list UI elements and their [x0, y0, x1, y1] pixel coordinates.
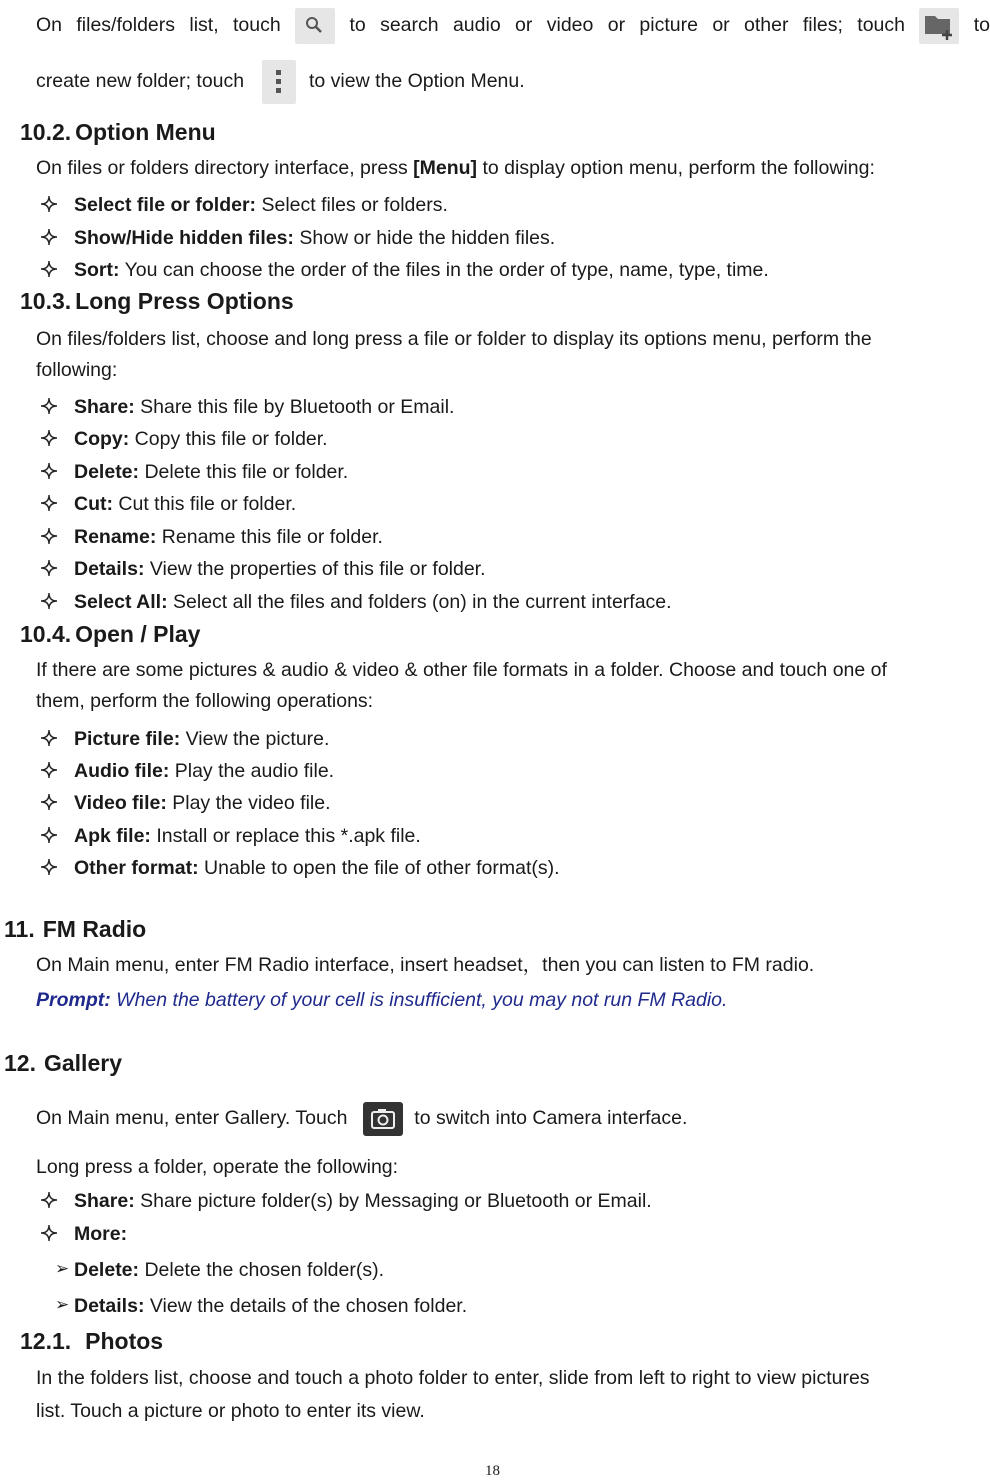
section-12-line-1-post: to switch into Camera interface.	[414, 1107, 688, 1129]
intro-line-1-part-1: On files/folders list, touch	[36, 14, 281, 36]
item-text: Select all the files and folders (on) in the current interface.	[167, 591, 672, 613]
diamond-bullet-icon	[38, 525, 60, 547]
item-text: Share this file by Bluetooth or Email.	[134, 396, 455, 418]
item-text: Delete this file or folder.	[139, 461, 349, 483]
item-label: Share:	[74, 1190, 135, 1212]
item-label: Audio file:	[74, 760, 170, 782]
item-label: Share:	[74, 396, 135, 418]
item-text: Copy this file or folder.	[129, 428, 328, 450]
section-11-text: On Main menu, enter FM Radio interface, insert headset，then you can listen to FM radio.	[36, 954, 815, 976]
section-10-3-number: 10.3.	[20, 288, 72, 314]
diamond-bullet-icon	[38, 258, 60, 280]
section-11-number: 11.	[4, 916, 35, 942]
section-10-3-intro-line-1: On files/folders list, choose and long press a file or folder to display its options menu, perform the	[36, 328, 872, 350]
item-label: Select file or folder:	[74, 194, 257, 216]
diamond-bullet-icon	[38, 557, 60, 579]
item-text: Select files or folders.	[256, 194, 448, 216]
section-12-line-2: Long press a folder, operate the following:	[36, 1156, 399, 1178]
item-text: Show or hide the hidden files.	[293, 227, 556, 249]
section-11-title: FM Radio	[42, 916, 147, 942]
item-text: View the properties of this file or folder.	[144, 558, 486, 580]
prompt-text: When the battery of your cell is insufficient, you may not run FM Radio.	[110, 989, 728, 1011]
diamond-bullet-icon	[38, 590, 60, 612]
section-11-prompt	[36, 988, 727, 1012]
section-12-heading	[4, 1049, 122, 1078]
section-10-4-title: Open / Play	[75, 621, 201, 647]
diamond-bullet-icon	[38, 791, 60, 813]
section-12-1-title: Photos	[85, 1328, 164, 1354]
diamond-bullet-icon	[38, 492, 60, 514]
item-text: Play the audio file.	[169, 760, 335, 782]
item-label: Copy:	[74, 428, 130, 450]
section-10-4-number: 10.4.	[20, 621, 72, 647]
item-text: Play the video file.	[166, 792, 331, 814]
item-label: Picture file:	[74, 728, 181, 750]
item-label: Delete:	[74, 461, 140, 483]
item-text: View the details of the chosen folder.	[144, 1295, 468, 1317]
section-12-line-1-pre: On Main menu, enter Gallery. Touch	[36, 1107, 348, 1129]
diamond-bullet-icon	[38, 193, 60, 215]
item-text: Rename this file or folder.	[156, 526, 383, 548]
diamond-bullet-icon	[38, 856, 60, 878]
item-text: Cut this file or folder.	[112, 493, 297, 515]
diamond-bullet-icon	[38, 759, 60, 781]
item-label: Details:	[74, 558, 145, 580]
section-12-title: Gallery	[43, 1050, 122, 1076]
item-label: Video file:	[74, 792, 167, 814]
item-text: View the picture.	[180, 728, 330, 750]
menu-key-label: [Menu]	[413, 157, 478, 179]
diamond-bullet-icon	[38, 395, 60, 417]
section-10-2-intro-post: to display option menu, perform the following:	[477, 157, 875, 179]
section-10-2-intro	[36, 156, 875, 180]
section-10-4-heading	[20, 620, 200, 649]
item-text: Unable to open the file of other format(s).	[198, 857, 560, 879]
prompt-label: Prompt:	[36, 989, 111, 1011]
intro-line-2-part-1: create new folder; touch	[36, 70, 245, 92]
intro-line-2-part-2: to view the Option Menu.	[308, 70, 525, 92]
page-number: 18	[485, 1463, 500, 1479]
search-icon	[295, 8, 335, 44]
intro-line-1-part-2: to search audio or video or picture or other files; touch	[349, 14, 905, 36]
diamond-bullet-icon	[38, 427, 60, 449]
diamond-bullet-icon	[38, 226, 60, 248]
diamond-bullet-icon	[38, 824, 60, 846]
item-text: Install or replace this *.apk file.	[150, 825, 421, 847]
section-10-4-intro-line-1: If there are some pictures & audio & video & other file formats in a folder. Choose and touch one of	[36, 659, 887, 681]
section-12-line-1	[36, 1098, 687, 1138]
diamond-bullet-icon	[38, 1189, 60, 1211]
section-10-3-intro-line-2: following:	[36, 359, 118, 381]
item-label: Delete:	[74, 1259, 140, 1281]
section-12-1-line-2: list. Touch a picture or photo to enter its view.	[36, 1400, 425, 1422]
item-label: Rename:	[74, 526, 157, 548]
item-text: You can choose the order of the files in the order of type, name, type, time.	[119, 259, 769, 281]
arrow-bullet-icon: ➢	[55, 1295, 70, 1314]
item-text: Delete the chosen folder(s).	[139, 1259, 384, 1281]
intro-line-2	[36, 58, 525, 104]
intro-line-1	[36, 5, 990, 45]
menu-overflow-icon	[262, 60, 296, 104]
item-label: Apk file:	[74, 825, 151, 847]
section-10-3-heading	[20, 287, 294, 316]
section-10-2-heading	[20, 118, 216, 147]
arrow-bullet-icon: ➢	[55, 1259, 70, 1278]
section-10-2-number: 10.2.	[20, 119, 72, 145]
item-label: Details:	[74, 1295, 145, 1317]
section-10-3-title: Long Press Options	[75, 288, 294, 314]
item-label: Sort:	[74, 259, 120, 281]
item-label: More:	[74, 1223, 128, 1245]
section-10-4-intro-line-2: them, perform the following operations:	[36, 690, 374, 712]
section-12-number: 12.	[4, 1050, 36, 1076]
item-label: Show/Hide hidden files:	[74, 227, 294, 249]
intro-line-1-part-3: to	[973, 14, 990, 36]
section-10-2-intro-pre: On files or folders directory interface, press	[36, 157, 414, 179]
section-10-2-title: Option Menu	[75, 119, 216, 145]
camera-icon	[363, 1102, 403, 1136]
section-12-1-heading	[20, 1327, 163, 1356]
section-12-1-line-1: In the folders list, choose and touch a photo folder to enter, slide from left to right to view pictures	[36, 1367, 870, 1389]
item-text: Share picture folder(s) by Messaging or Bluetooth or Email.	[134, 1190, 652, 1212]
item-label: Other format:	[74, 857, 199, 879]
diamond-bullet-icon	[38, 727, 60, 749]
diamond-bullet-icon	[38, 1222, 60, 1244]
new-folder-icon	[919, 8, 959, 44]
item-label: Cut:	[74, 493, 113, 515]
item-label: Select All:	[74, 591, 168, 613]
section-12-1-number: 12.1.	[20, 1328, 72, 1354]
diamond-bullet-icon	[38, 460, 60, 482]
section-11-heading	[4, 915, 146, 944]
